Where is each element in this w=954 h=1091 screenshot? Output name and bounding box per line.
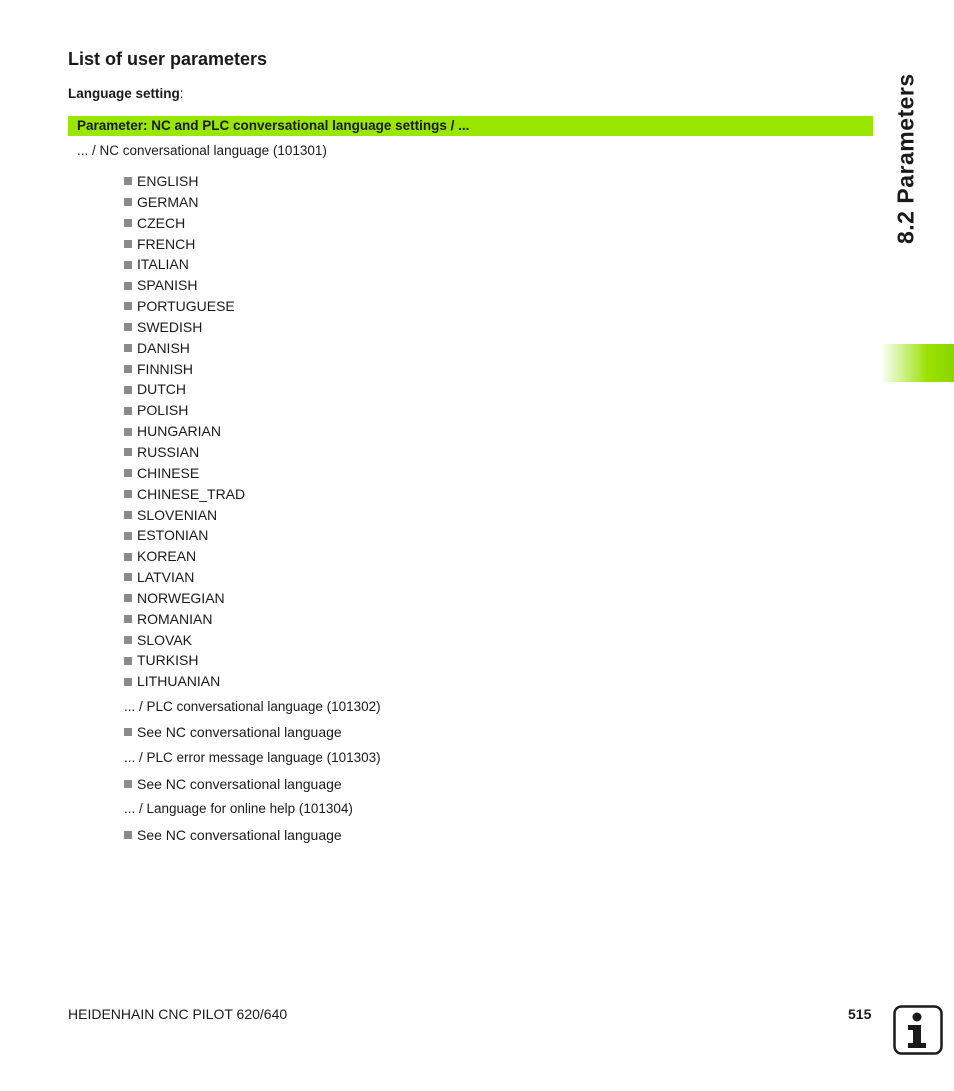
square-bullet-icon xyxy=(124,344,132,352)
footer-product-name: HEIDENHAIN CNC PILOT 620/640 xyxy=(68,1006,288,1022)
square-bullet-icon xyxy=(124,198,132,206)
language-option-label: SLOVENIAN xyxy=(137,506,218,523)
language-option-label: KOREAN xyxy=(137,548,197,565)
language-option-label: NORWEGIAN xyxy=(137,589,225,606)
square-bullet-icon xyxy=(124,469,132,477)
language-option-label: LATVIAN xyxy=(137,569,195,586)
online-help-language-note xyxy=(124,826,342,844)
square-bullet-icon xyxy=(124,780,132,788)
language-option xyxy=(124,546,245,567)
nc-language-options xyxy=(124,171,245,692)
language-option xyxy=(124,275,245,296)
square-bullet-icon xyxy=(124,428,132,436)
language-option-label: FINNISH xyxy=(137,360,193,377)
language-option-label: SLOVAK xyxy=(137,631,192,648)
info-icon xyxy=(893,1005,943,1055)
square-bullet-icon xyxy=(124,407,132,415)
language-option-label: TURKISH xyxy=(137,652,199,669)
language-option xyxy=(124,588,245,609)
language-option xyxy=(124,505,245,526)
plc-error-language-note-text: See NC conversational language xyxy=(137,776,342,792)
square-bullet-icon xyxy=(124,831,132,839)
language-option xyxy=(124,650,245,671)
language-setting-label xyxy=(68,86,184,101)
footer-page-number: 515 xyxy=(848,1006,872,1022)
language-option xyxy=(124,379,245,400)
square-bullet-icon xyxy=(124,511,132,519)
language-option-label: FRENCH xyxy=(137,235,196,252)
language-option xyxy=(124,525,245,546)
square-bullet-icon xyxy=(124,678,132,686)
language-option xyxy=(124,463,245,484)
square-bullet-icon xyxy=(124,302,132,310)
square-bullet-icon xyxy=(124,553,132,561)
square-bullet-icon xyxy=(124,728,132,736)
language-option xyxy=(124,400,245,421)
language-option-label: DUTCH xyxy=(137,381,186,398)
language-option-label: SWEDISH xyxy=(137,318,203,335)
language-option xyxy=(124,609,245,630)
language-setting-bold: Language setting xyxy=(68,86,180,101)
language-option-label: CHINESE xyxy=(137,464,200,481)
plc-error-language-path: ... / PLC error message language (101303) xyxy=(124,750,381,765)
language-option-label: LITHUANIAN xyxy=(137,673,221,690)
square-bullet-icon xyxy=(124,657,132,665)
language-setting-colon: : xyxy=(179,86,184,101)
language-option-label: PORTUGUESE xyxy=(137,298,235,315)
language-option xyxy=(124,213,245,234)
online-help-language-path: ... / Language for online help (101304) xyxy=(124,801,353,816)
nc-language-path: ... / NC conversational language (101301) xyxy=(77,143,327,158)
parameter-bar: Parameter: NC and PLC conversational language settings / ... xyxy=(68,116,873,136)
square-bullet-icon xyxy=(124,365,132,373)
language-option xyxy=(124,234,245,255)
language-option xyxy=(124,630,245,651)
square-bullet-icon xyxy=(124,448,132,456)
language-option xyxy=(124,296,245,317)
square-bullet-icon xyxy=(124,532,132,540)
square-bullet-icon xyxy=(124,386,132,394)
language-option-label: ESTONIAN xyxy=(137,527,209,544)
language-option xyxy=(124,671,245,692)
square-bullet-icon xyxy=(124,240,132,248)
language-option-label: CHINESE_TRAD xyxy=(137,485,246,502)
language-option xyxy=(124,171,245,192)
square-bullet-icon xyxy=(124,219,132,227)
language-option xyxy=(124,567,245,588)
chapter-tab-marker xyxy=(880,344,954,382)
language-option xyxy=(124,484,245,505)
square-bullet-icon xyxy=(124,323,132,331)
plc-language-path: ... / PLC conversational language (101302) xyxy=(124,699,381,714)
language-option xyxy=(124,254,245,275)
square-bullet-icon xyxy=(124,490,132,498)
square-bullet-icon xyxy=(124,615,132,623)
language-option xyxy=(124,442,245,463)
plc-language-note xyxy=(124,723,342,741)
language-option xyxy=(124,359,245,380)
chapter-side-title: 8.2 Parameters xyxy=(892,73,919,244)
square-bullet-icon xyxy=(124,573,132,581)
language-option-label: ENGLISH xyxy=(137,173,199,189)
language-option-label: ROMANIAN xyxy=(137,610,213,627)
language-option xyxy=(124,338,245,359)
language-option-label: SPANISH xyxy=(137,277,198,294)
section-heading: List of user parameters xyxy=(68,49,268,69)
square-bullet-icon xyxy=(124,261,132,269)
square-bullet-icon xyxy=(124,177,132,185)
square-bullet-icon xyxy=(124,594,132,602)
plc-language-note-text: See NC conversational language xyxy=(137,724,342,740)
plc-error-language-note xyxy=(124,775,342,793)
language-option-label: ITALIAN xyxy=(137,256,189,273)
language-option xyxy=(124,317,245,338)
language-option-label: CZECH xyxy=(137,214,186,231)
language-option xyxy=(124,192,245,213)
language-option xyxy=(124,421,245,442)
square-bullet-icon xyxy=(124,636,132,644)
language-option-label: HUNGARIAN xyxy=(137,423,222,440)
language-option-label: POLISH xyxy=(137,402,189,419)
square-bullet-icon xyxy=(124,282,132,290)
language-option-label: DANISH xyxy=(137,339,190,356)
language-option-label: RUSSIAN xyxy=(137,443,200,460)
language-option-label: GERMAN xyxy=(137,193,199,210)
online-help-language-note-text: See NC conversational language xyxy=(137,827,342,843)
